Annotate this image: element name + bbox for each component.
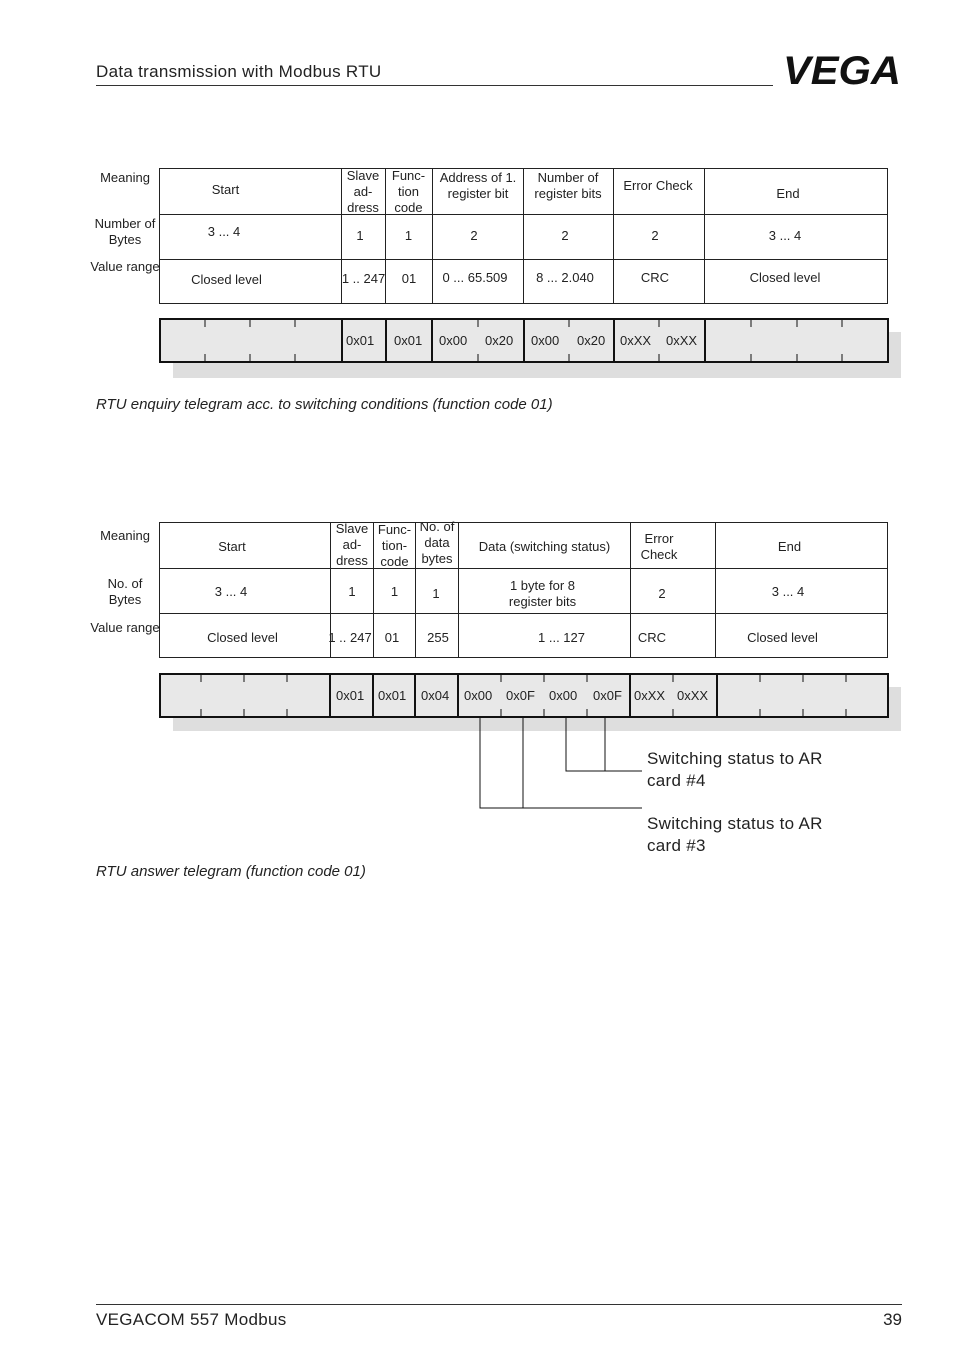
- cell-start: Start: [218, 539, 246, 554]
- cell-bytes-address: 2: [470, 228, 478, 243]
- row-label-range: Value range: [90, 259, 160, 274]
- cell-bytes-function: 1: [404, 228, 413, 243]
- cell-range-count: 8 ... 2.040: [536, 270, 594, 285]
- cell-range-data: 1 ... 127: [538, 630, 585, 645]
- row-label-meaning: Meaning: [100, 528, 150, 543]
- row-label-meaning: Meaning: [100, 170, 150, 185]
- annotation-ar-card-3: Switching status to AR card #3: [647, 814, 823, 855]
- cell-range-start: Closed level: [207, 630, 278, 645]
- cell-function-code: Func- tion code: [391, 168, 426, 215]
- cell-end: End: [777, 539, 802, 554]
- cell-bytes-start: 3 ... 4: [207, 224, 241, 239]
- cell-bytes-crc: 2: [658, 586, 666, 601]
- frame-byte: 0xXX: [677, 688, 709, 703]
- frame-byte: 0x00: [531, 333, 560, 348]
- frame-byte: 0x0F: [593, 688, 622, 703]
- frame-byte: 0x00: [464, 688, 493, 703]
- cell-range-function: 01: [401, 271, 417, 286]
- cell-data-switching-status: Data (switching status): [478, 539, 611, 554]
- frame-byte: 0x01: [336, 688, 365, 703]
- frame-byte: 0x20: [485, 333, 514, 348]
- cell-range-slave: 1 .. 247: [341, 271, 386, 286]
- cell-bytes-end: 3 ... 4: [771, 584, 805, 599]
- frame-byte: 0xXX: [666, 333, 698, 348]
- figure-caption-2: RTU answer telegram (function code 01): [96, 863, 366, 880]
- frame-byte: 0x0F: [506, 688, 535, 703]
- cell-range-crc: CRC: [640, 270, 670, 285]
- cell-end: End: [776, 186, 800, 201]
- cell-data-byte-count: No. of data bytes: [419, 519, 455, 566]
- figure-caption-1: RTU enquiry telegram acc. to switching conditions (function code 01): [96, 396, 553, 413]
- footer-document-title: VEGACOM 557 Modbus: [96, 1310, 287, 1329]
- cell-bytes-slave: 1: [348, 584, 356, 599]
- cell-error-check: Error Check: [623, 178, 693, 193]
- cell-bytes-slave: 1: [356, 228, 364, 243]
- cell-bytes-crc: 2: [651, 228, 659, 243]
- cell-error-check: Error Check: [640, 531, 678, 562]
- frame-byte: 0x00: [439, 333, 468, 348]
- cell-register-address: Address of 1. register bit: [439, 170, 517, 201]
- cell-range-end: Closed level: [747, 630, 818, 645]
- frame-byte: 0xXX: [634, 688, 666, 703]
- cell-range-count: 255: [427, 630, 449, 645]
- frame-byte: 0x00: [549, 688, 578, 703]
- cell-bytes-end: 3 ... 4: [768, 228, 802, 243]
- frame-byte: 0x01: [378, 688, 407, 703]
- page-number: 39: [883, 1310, 902, 1329]
- frame-byte: 0x01: [394, 333, 423, 348]
- frame-byte: 0x04: [421, 688, 450, 703]
- cell-slave-address: Slave ad- dress: [346, 168, 380, 215]
- cell-range-start: Closed level: [191, 272, 262, 287]
- cell-bytes-data: 1 byte for 8 register bits: [508, 578, 577, 609]
- cell-slave-address: Slave ad- dress: [335, 521, 369, 568]
- cell-range-function: 01: [384, 630, 400, 645]
- footer-rule: [96, 1304, 902, 1305]
- row-label-bytes: Number of Bytes: [94, 216, 156, 247]
- cell-bytes-start: 3 ... 4: [214, 584, 248, 599]
- row-label-bytes: No. of Bytes: [107, 576, 143, 607]
- annotation-ar-card-4: Switching status to AR card #4: [647, 749, 823, 790]
- svg-text:VEGA: VEGA: [783, 50, 901, 88]
- frame-byte: 0x20: [577, 333, 606, 348]
- frame-byte: 0x01: [346, 333, 375, 348]
- cell-bytes-count: 1: [432, 586, 440, 601]
- cell-bytes-function: 1: [390, 584, 399, 599]
- cell-start: Start: [211, 182, 240, 197]
- page-header-title: Data transmission with Modbus RTU: [96, 62, 382, 81]
- cell-range-address: 0 ... 65.509: [442, 270, 508, 285]
- cell-range-slave: 1 .. 247: [328, 630, 372, 645]
- cell-range-crc: CRC: [637, 630, 667, 645]
- cell-bytes-count: 2: [561, 228, 569, 243]
- row-label-range: Value range: [90, 620, 160, 635]
- cell-register-count: Number of register bits: [534, 170, 602, 201]
- cell-function-code: Func- tion- code: [377, 522, 412, 569]
- cell-range-end: Closed level: [749, 270, 821, 285]
- frame-byte: 0xXX: [620, 333, 652, 348]
